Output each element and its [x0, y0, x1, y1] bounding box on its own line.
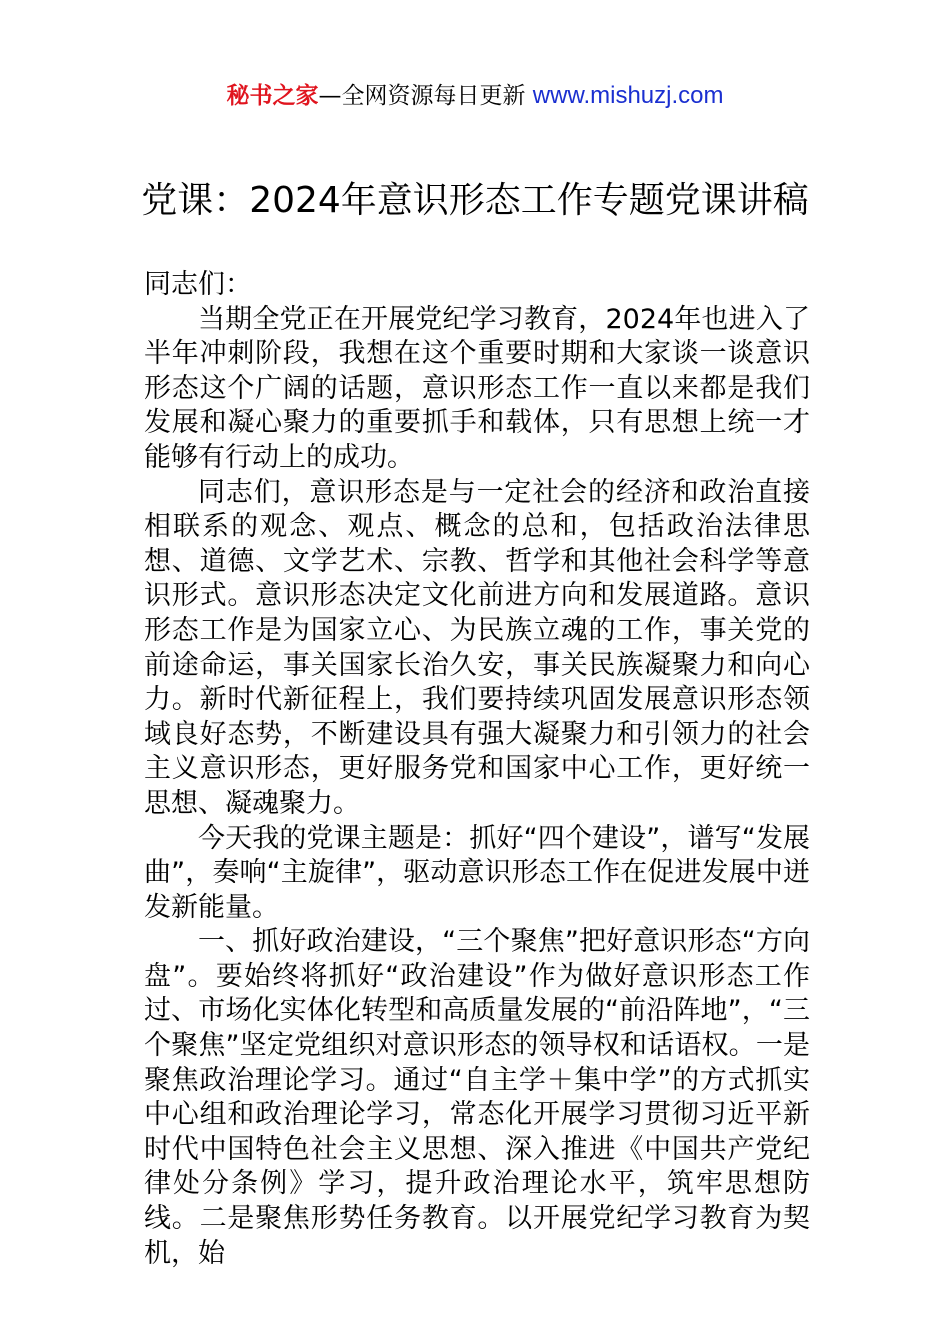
brand-name: 秘书之家 [226, 83, 319, 109]
banner-tagline: —全网资源每日更新 [318, 83, 526, 109]
site-banner [0, 80, 950, 112]
salutation: 同志们： [144, 269, 252, 300]
site-url-link[interactable]: www.mishuzj.com [532, 82, 724, 109]
paragraph-section-one: 一、抓好政治建设，“三个聚焦”把好意识形态“方向盘”。要始终将抓好“政治建设”作为做好意识形态工作过、市场化实体化转型和高质量发展的“前沿阵地”，“三个聚焦”坚定党组织对意识形态的领导权和话语权。一是聚焦政治理论学习。通过“自主学＋集中学”的方式抓实中心组和政治理论学习，常态化开展学习贯彻习近平新时代中国特色社会主义思想、深入推进《中国共产党纪律处分条例》学习，提升政治理论水平，筑牢思想防线。二是聚焦形势任务教育。以开展党纪学习教育为契机，始 [144, 926, 810, 1269]
paragraph-ideology-definition: 同志们，意识形态是与一定社会的经济和政治直接相联系的观念、观点、概念的总和，包括政治法律思想、道德、文学艺术、宗教、哲学和其他社会科学等意识形式。意识形态决定文化前进方向和发展道路。意识形态工作是为国家立心、为民族立魂的工作，事关党的前途命运，事关国家长治久安，事关民族凝聚力和向心力。新时代新征程上，我们要持续巩固发展意识形态领域良好态势，不断建设具有强大凝聚力和引领力的社会主义意识形态，更好服务党和国家中心工作，更好统一思想、凝魂聚力。 [144, 476, 810, 819]
document-title: 党课：2024年意识形态工作专题党课讲稿 [141, 180, 809, 221]
paragraph-lecture-theme: 今天我的党课主题是：抓好“四个建设”，谱写“发展曲”，奏响“主旋律”，驱动意识形态工作在促进发展中迸发新能量。 [144, 822, 810, 923]
document-body [144, 268, 810, 1271]
paragraph-intro: 当期全党正在开展党纪学习教育，2024年也进入了半年冲刺阶段，我想在这个重要时期和大家谈一谈意识形态这个广阔的话题，意识形态工作一直以来都是我们发展和凝心聚力的重要抓手和载体，只有思想上统一才能够有行动上的成功。 [144, 303, 810, 473]
